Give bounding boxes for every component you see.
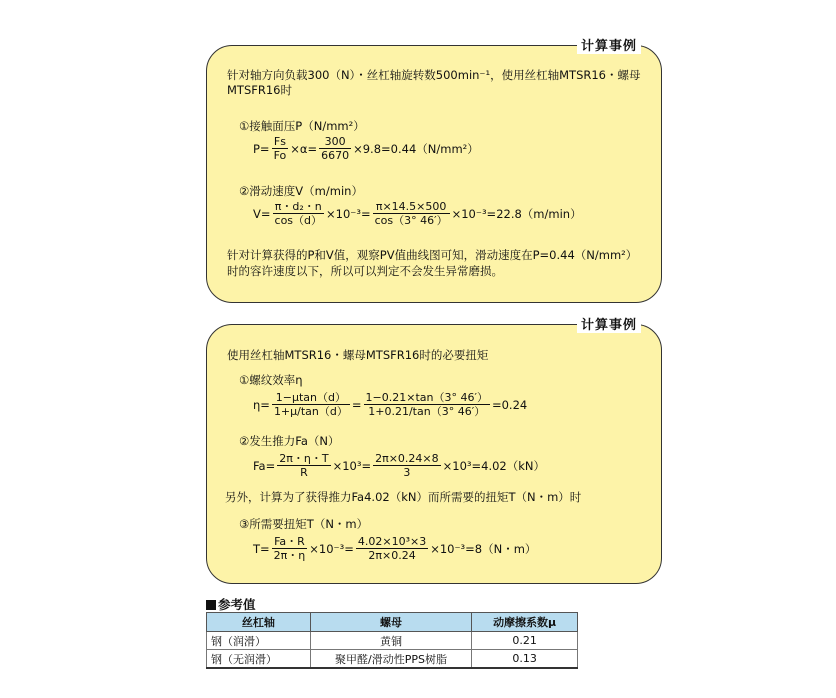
square-bullet-icon — [206, 600, 216, 610]
fraction-denominator: 1+μ/tan（d） — [273, 405, 348, 418]
table-header-row — [207, 613, 578, 632]
example-2-item-3-title: ③所需要扭矩T（N・m） — [239, 517, 369, 531]
fraction-numerator: π・d₂・n — [273, 200, 325, 214]
formula-fraction — [277, 452, 330, 479]
formula-result: ×10⁻³=8（N・m） — [430, 541, 537, 556]
fraction-numerator: 300 — [319, 135, 351, 149]
example-1-item-2-formula — [253, 200, 582, 227]
fraction-numerator: 1−0.21×tan（3° 46′） — [365, 391, 488, 404]
column-header-friction-coefficient: 动摩擦系数μ — [472, 613, 578, 632]
fraction-denominator: cos（3° 46′） — [374, 214, 448, 227]
calc-example-1-panel — [206, 39, 662, 303]
fraction-numerator: 1−μtan（d） — [272, 391, 350, 405]
example-2-note: 另外，计算为了获得推力Fa4.02（kN）而所需要的扭矩T（N・m）时 — [225, 490, 582, 504]
example-1-conclusion-line-2: 时的容许速度以下，所以可以判定不会发生异常磨损。 — [227, 264, 503, 278]
formula-operator: ×α= — [290, 141, 318, 156]
table-row — [207, 650, 578, 669]
cell-friction-coefficient: 0.21 — [472, 632, 578, 650]
formula-fraction — [272, 391, 350, 418]
formula-lhs: P= — [253, 141, 270, 156]
cell-friction-coefficient: 0.13 — [472, 650, 578, 669]
example-2-item-2-title: ②发生推力Fa（N） — [239, 434, 340, 448]
formula-lhs: V= — [253, 206, 271, 221]
example-1-intro-line-2: MTSFR16时 — [227, 83, 292, 97]
fraction-denominator: 3 — [403, 466, 411, 479]
column-header-nut: 螺母 — [310, 613, 472, 632]
example-1-item-1-title: ①接触面压P（N/mm²） — [239, 119, 365, 133]
formula-result: ×10⁻³=22.8（m/min） — [451, 206, 582, 221]
formula-fraction — [319, 135, 351, 162]
fraction-denominator: Fo — [273, 149, 287, 162]
formula-fraction — [373, 200, 450, 227]
calc-example-1-label: 计算事例 — [577, 35, 641, 54]
fraction-numerator: 4.02×10³×3 — [357, 535, 427, 548]
formula-fraction — [356, 535, 428, 562]
calc-example-2-label: 计算事例 — [577, 314, 641, 333]
table-row — [207, 632, 578, 650]
reference-values-table — [206, 612, 578, 669]
formula-lhs: η= — [253, 397, 270, 412]
formula-operator: = — [351, 397, 362, 412]
fraction-denominator: 2π×0.24 — [368, 549, 416, 562]
example-2-item-1-formula — [253, 391, 527, 418]
example-2-item-1-title: ①螺纹效率η — [239, 373, 303, 387]
formula-fraction — [272, 135, 289, 162]
column-header-screw-shaft: 丝杠轴 — [207, 613, 311, 632]
cell-screw-shaft: 钢（无润滑） — [207, 650, 311, 669]
formula-result: ×9.8=0.44（N/mm²） — [353, 141, 479, 156]
fraction-numerator: π×14.5×500 — [373, 200, 450, 214]
fraction-numerator: 2π×0.24×8 — [375, 452, 439, 465]
formula-fraction — [273, 200, 325, 227]
formula-lhs: T= — [253, 541, 270, 556]
fraction-numerator: Fa・R — [272, 535, 308, 549]
fraction-denominator: 6670 — [321, 149, 350, 162]
example-1-conclusion-line-1: 针对计算获得的P和V值，观察PV值曲线图可知，滑动速度在P=0.44（N/mm²） — [227, 248, 638, 262]
formula-operator: ×10⁻³= — [326, 206, 371, 221]
formula-operator: ×10³= — [332, 458, 372, 473]
fraction-denominator: R — [300, 466, 308, 479]
cell-nut: 聚甲醛/滑动性PPS树脂 — [310, 650, 472, 669]
fraction-numerator: 2π・η・T — [279, 452, 329, 465]
fraction-denominator: cos（d） — [274, 214, 323, 227]
cell-screw-shaft: 钢（润滑） — [207, 632, 311, 650]
reference-title-text: 参考值 — [218, 597, 256, 612]
formula-result: ×10³=4.02（kN） — [442, 458, 546, 473]
fraction-numerator: Fs — [272, 135, 289, 149]
example-2-intro: 使用丝杠轴MTSR16・螺母MTSFR16时的必要扭矩 — [227, 348, 489, 362]
formula-fraction — [373, 452, 441, 479]
formula-operator: ×10⁻³= — [309, 541, 354, 556]
fraction-denominator: 1+0.21/tan（3° 46′） — [368, 405, 486, 418]
formula-result: =0.24 — [491, 397, 528, 412]
reference-values-title — [206, 595, 256, 613]
example-1-item-2-title: ②滑动速度V（m/min） — [239, 184, 363, 198]
example-2-item-3-formula — [253, 535, 536, 562]
formula-lhs: Fa= — [253, 458, 276, 473]
fraction-denominator: 2π・η — [273, 549, 306, 562]
formula-fraction — [272, 535, 308, 562]
cell-nut: 黄铜 — [310, 632, 472, 650]
example-2-item-2-formula — [253, 452, 545, 479]
formula-fraction — [364, 391, 490, 418]
calc-example-2-panel — [206, 318, 662, 584]
example-1-intro-line-1: 针对轴方向负载300（N）・丝杠轴旋转数500min⁻¹，使用丝杠轴MTSR16・螺母 — [227, 68, 641, 82]
example-1-item-1-formula — [253, 135, 479, 162]
